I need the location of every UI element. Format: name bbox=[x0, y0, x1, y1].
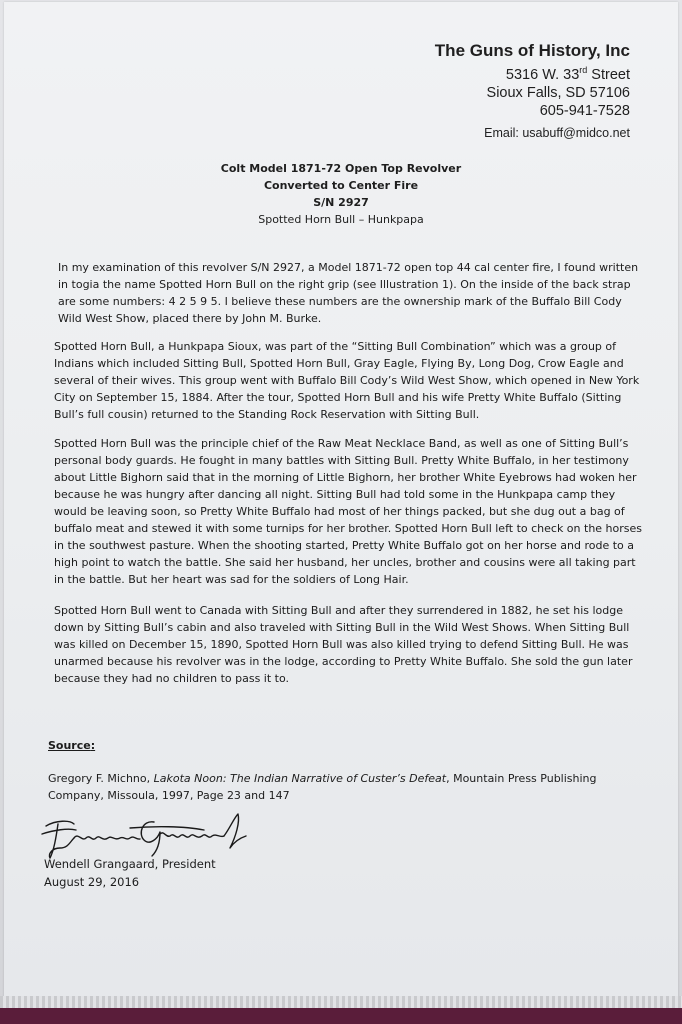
street-suffix: Street bbox=[587, 66, 630, 83]
street-address bbox=[435, 61, 630, 84]
company-name: The Guns of History, Inc bbox=[434, 41, 630, 60]
source-colon: : bbox=[90, 739, 96, 752]
source-label: Source bbox=[48, 739, 91, 752]
document-title bbox=[0, 160, 682, 228]
paragraph-2: Spotted Horn Bull, a Hunkpapa Sioux, was part of the “Sitting Bull Combination” which was a group of Indians which included Sitting Bull, Spotted Horn Bull, Gray Eagle, Flying By, Long Dog, Crow Eagle and several of their wives. This group went with Buffalo Bill Cody’s Wild West Show, which opened in New York City on September 15, 1884. After the tour, Spotted Horn Bull and his wife Pretty White Buffalo (Sitting Bull’s full cousin) returned to the Standing Rock Reservation with Sitting Bull. bbox=[54, 340, 640, 421]
paragraph-3: Spotted Horn Bull was the principle chief of the Raw Meat Necklace Band, as well as one of Sitting Bull’s personal body guards. He fought in many battles with Sitting Bull. Pretty White Buffalo, in her testimony about Little Bighorn said that in the morning of Little Bighorn, her brother White Eyebrows had woken her because he was hungry after dancing all night. Sitting Bull had told some in the Hunkpapa camp they would be leaving soon, so Pretty White Buffalo had most of her things packed, but she dug out a bag of buffalo meat and stewed it with some turnips for her brother. Spotted Horn Bull left to check on the horses in the southwest pasture. When the shooting started, Pretty White Buffalo got on her horse and rode to a high point to watch the battle. She said her husband, her uncles, brother and cousins were all taking part in the battle. But her heart was sad for the soldiers of Long Hair. bbox=[54, 437, 643, 586]
street-ordinal: rd bbox=[579, 65, 588, 75]
phone-number: 605-941-7528 bbox=[539, 102, 630, 119]
sleeve-binding-edge bbox=[0, 996, 682, 1008]
signer-name: Wendell Grangaard, President bbox=[44, 857, 216, 871]
source-heading bbox=[48, 739, 95, 752]
email-line: Email: usabuff@midco.net bbox=[484, 126, 630, 140]
letterhead bbox=[435, 40, 630, 120]
binder-edge bbox=[0, 1008, 682, 1024]
street-number: 5316 W. 33 bbox=[505, 66, 580, 83]
source-citation bbox=[48, 770, 648, 804]
title-line-3: S/N 2927 bbox=[313, 196, 369, 209]
citation-book-title: Lakota Noon: The Indian Narrative of Custer’s Defeat bbox=[153, 772, 447, 785]
city-state-zip: Sioux Falls, SD 57106 bbox=[486, 84, 630, 101]
signer-block bbox=[44, 855, 216, 891]
citation-publisher: , Mountain Press Publishing Company, Missoula, 1997, Page 23 and 147 bbox=[48, 772, 597, 802]
letter-date: August 29, 2016 bbox=[44, 875, 140, 889]
title-line-1: Colt Model 1871-72 Open Top Revolver bbox=[220, 162, 462, 175]
paragraph-1: In my examination of this revolver S/N 2927, a Model 1871-72 open top 44 cal center fire, I found written in togia the name Spotted Horn Bull on the right grip (see Illustration 1). On the inside of the back strap are some numbers: 4 2 5 9 5. I believe these numbers are the ownership mark of the Buffalo Bill Cody Wild West Show, placed there by John M. Burke. bbox=[58, 261, 639, 325]
title-line-4: Spotted Horn Bull – Hunkpapa bbox=[258, 213, 424, 226]
citation-author: Gregory F. Michno, bbox=[48, 772, 154, 785]
paragraph-4: Spotted Horn Bull went to Canada with Sitting Bull and after they surrendered in 1882, he set his lodge down by Sitting Bull’s cabin and also traveled with Sitting Bull in the Wild West Shows. When Sitting Bull was killed on December 15, 1890, Spotted Horn Bull was also killed trying to defend Sitting Bull. He was unarmed because his revolver was in the lodge, according to Pretty White Buffalo. She sold the gun later because they had no children to pass it to. bbox=[54, 604, 633, 685]
title-line-2: Converted to Center Fire bbox=[263, 179, 419, 192]
